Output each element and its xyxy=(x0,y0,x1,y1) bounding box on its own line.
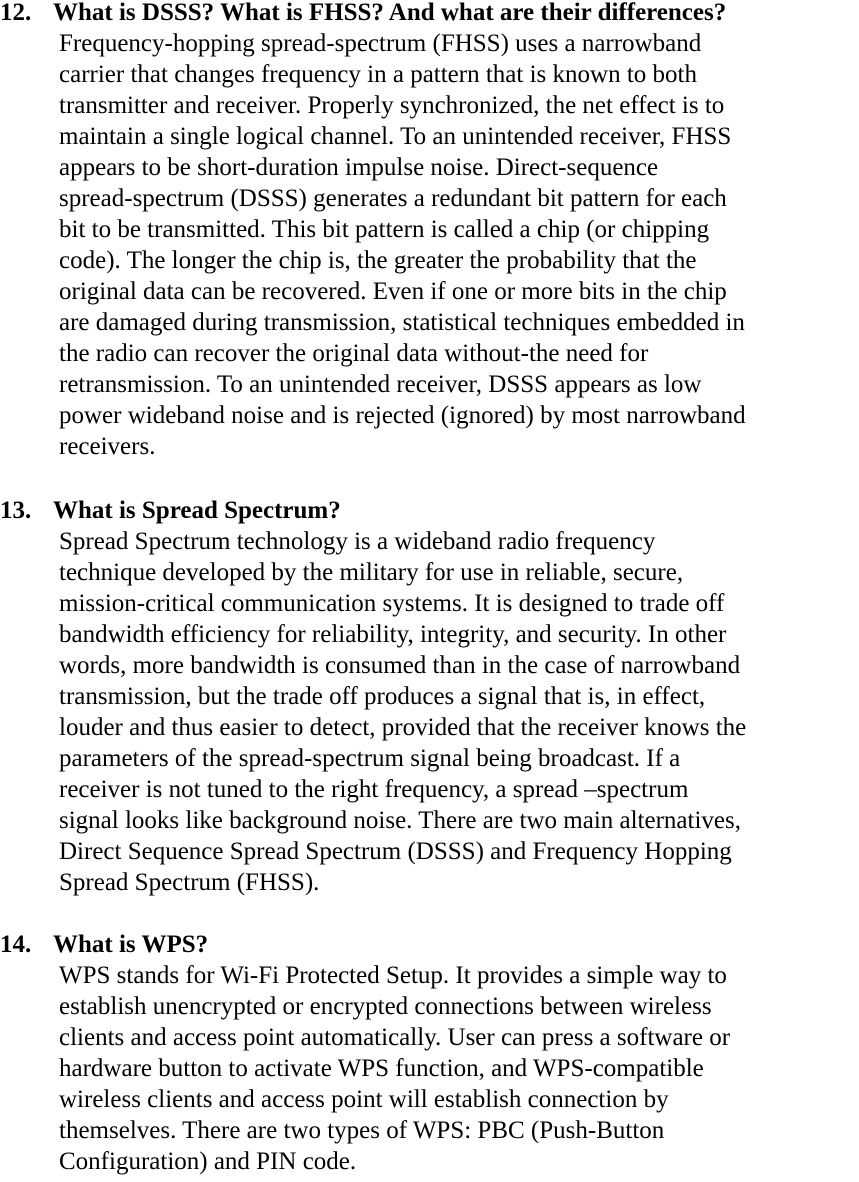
answer-line: Direct Sequence Spread Spectrum (DSSS) and Frequency Hopping xyxy=(59,838,732,865)
faq-item-13 xyxy=(0,495,859,898)
answer-line: Spread Spectrum technology is a wideband radio frequency xyxy=(59,528,656,555)
question-text: What is WPS? xyxy=(53,931,209,958)
question-text: What is DSSS? What is FHSS? And what are their differences? xyxy=(53,0,727,26)
answer-line: bandwidth efficiency for reliability, integrity, and security. In other xyxy=(59,621,727,648)
answer-line: bit to be transmitted. This bit pattern is called a chip (or chipping xyxy=(59,216,710,243)
answer-line: signal looks like background noise. There are two main alternatives, xyxy=(59,807,741,834)
answer-paragraph xyxy=(59,28,859,462)
question-number: 13. xyxy=(0,497,32,524)
answer-line: original data can be recovered. Even if one or more bits in the chip xyxy=(59,278,727,305)
answer-paragraph xyxy=(59,526,859,898)
answer-line: establish unencrypted or encrypted connections between wireless xyxy=(59,993,712,1020)
answer-line: louder and thus easier to detect, provided that the receiver knows the xyxy=(59,714,747,741)
answer-line: wireless clients and access point will establish connection by xyxy=(59,1086,669,1113)
answer-line: Frequency-hopping spread-spectrum (FHSS) uses a narrowband xyxy=(59,30,702,57)
answer-line: maintain a single logical channel. To an unintended receiver, FHSS xyxy=(59,123,732,150)
answer-line: Configuration) and PIN code. xyxy=(59,1148,357,1175)
answer-line: spread-spectrum (DSSS) generates a redundant bit pattern for each xyxy=(59,185,727,212)
question-text: What is Spread Spectrum? xyxy=(53,497,341,524)
answer-line: retransmission. To an unintended receiver, DSSS appears as low xyxy=(59,371,702,398)
answer-line: power wideband noise and is rejected (ignored) by most narrowband xyxy=(59,402,746,429)
answer-line: Spread Spectrum (FHSS). xyxy=(59,869,320,896)
answer-line: carrier that changes frequency in a pattern that is known to both xyxy=(59,61,697,88)
answer-line: are damaged during transmission, statistical techniques embedded in xyxy=(59,309,745,336)
answer-line: WPS stands for Wi-Fi Protected Setup. It provides a simple way to xyxy=(59,962,727,989)
answer-line: parameters of the spread-spectrum signal being broadcast. If a xyxy=(59,745,681,772)
question-heading xyxy=(0,495,859,526)
faq-item-12 xyxy=(0,0,859,462)
answer-line: clients and access point automatically. User can press a software or xyxy=(59,1024,731,1051)
faq-item-14 xyxy=(0,929,859,1177)
answer-paragraph xyxy=(59,960,859,1177)
answer-line: the radio can recover the original data without-the need for xyxy=(59,340,649,367)
question-heading xyxy=(0,0,859,28)
answer-line: mission-critical communication systems. It is designed to trade off xyxy=(59,590,725,617)
answer-line: code). The longer the chip is, the greater the probability that the xyxy=(59,247,697,274)
question-number: 14. xyxy=(0,931,32,958)
answer-line: words, more bandwidth is consumed than in the case of narrowband xyxy=(59,652,741,679)
answer-line: appears to be short-duration impulse noise. Direct-sequence xyxy=(59,154,659,181)
answer-line: technique developed by the military for use in reliable, secure, xyxy=(59,559,684,586)
answer-line: transmitter and receiver. Properly synchronized, the net effect is to xyxy=(59,92,725,119)
answer-line: receiver is not tuned to the right frequency, a spread –spectrum xyxy=(59,776,689,803)
answer-line: themselves. There are two types of WPS: PBC (Push-Button xyxy=(59,1117,665,1144)
question-heading xyxy=(0,929,859,960)
answer-line: transmission, but the trade off produces a signal that is, in effect, xyxy=(59,683,706,710)
answer-line: hardware button to activate WPS function, and WPS-compatible xyxy=(59,1055,704,1082)
question-number: 12. xyxy=(0,0,32,26)
answer-line: receivers. xyxy=(59,433,156,460)
